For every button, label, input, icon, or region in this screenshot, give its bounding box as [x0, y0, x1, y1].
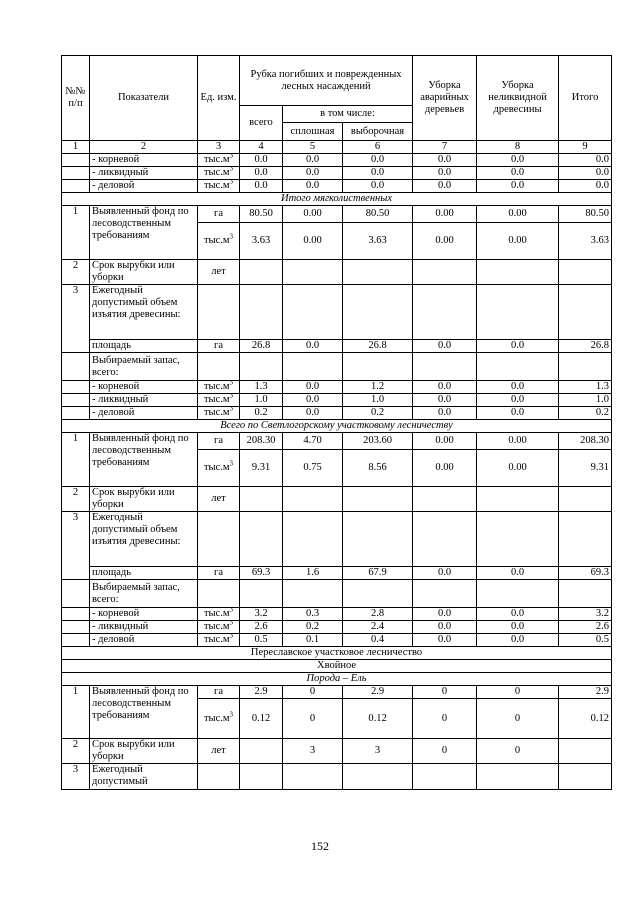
row-label: - деловой	[90, 180, 198, 193]
value-cell: 80.50	[559, 206, 612, 223]
value-cell: 0.00	[413, 206, 477, 223]
value-cell: 0.2	[343, 407, 413, 420]
section-title: Всего по Светлогорскому участковому лесничеству	[62, 420, 612, 433]
value-cell: 0	[477, 686, 559, 699]
value-cell: 0.0	[283, 180, 343, 193]
value-cell: 26.8	[240, 340, 283, 353]
unit-cell: га	[198, 206, 240, 223]
col-number: 7	[413, 141, 477, 154]
value-cell: 0.0	[413, 381, 477, 394]
col-number: 1	[62, 141, 90, 154]
value-cell: 0.0	[343, 180, 413, 193]
col-number: 9	[559, 141, 612, 154]
row-label: площадь	[90, 567, 198, 580]
page-number: 152	[311, 839, 329, 853]
table-row	[62, 381, 612, 394]
row-number: 1	[62, 433, 90, 487]
table-row	[62, 167, 612, 180]
value-cell: 0.0	[283, 394, 343, 407]
section-title: Хвойное	[62, 660, 612, 673]
value-cell: 3.63	[559, 223, 612, 260]
value-cell: 0.0	[477, 567, 559, 580]
value-cell: 208.30	[559, 433, 612, 450]
value-cell: 2.6	[240, 621, 283, 634]
header-indicator: Показатели	[90, 56, 198, 141]
col-number: 5	[283, 141, 343, 154]
value-cell: 0.0	[283, 340, 343, 353]
value-cell: 0.0	[477, 407, 559, 420]
header-total: Итого	[559, 56, 612, 141]
header-unit: Ед. изм.	[198, 56, 240, 141]
value-cell: 0.5	[240, 634, 283, 647]
value-cell: 0.0	[477, 154, 559, 167]
value-cell: 0.0	[413, 394, 477, 407]
value-cell: 0.0	[240, 180, 283, 193]
unit-cell: $тыс.м^3$	[198, 154, 240, 167]
value-cell: 0	[413, 686, 477, 699]
table-row	[62, 180, 612, 193]
section-title: Итого мягколиственных	[62, 193, 612, 206]
row-label: Срок вырубки или уборки	[90, 260, 198, 285]
row-number: 3	[62, 285, 90, 353]
value-cell: 0.0	[477, 381, 559, 394]
row-label: Срок вырубки или уборки	[90, 739, 198, 764]
row-label: Срок вырубки или уборки	[90, 487, 198, 512]
value-cell: 0.0	[283, 167, 343, 180]
unit-cell: га	[198, 433, 240, 450]
unit-cell: $тыс.м^3$	[198, 634, 240, 647]
value-cell: 0.0	[413, 407, 477, 420]
value-cell	[240, 739, 283, 764]
value-cell: 0.12	[240, 699, 283, 739]
value-cell: 3.63	[240, 223, 283, 260]
table-row	[62, 608, 612, 621]
value-cell: 0	[283, 686, 343, 699]
row-label: - ликвидный	[90, 394, 198, 407]
value-cell: 0.0	[559, 167, 612, 180]
value-cell: 2.9	[559, 686, 612, 699]
value-cell: 1.2	[343, 381, 413, 394]
table-row	[62, 154, 612, 167]
value-cell: 3.2	[240, 608, 283, 621]
value-cell: 0.2	[559, 407, 612, 420]
value-cell: 3.2	[559, 608, 612, 621]
value-cell: 1.6	[283, 567, 343, 580]
value-cell: 0.12	[559, 699, 612, 739]
value-cell: 80.50	[343, 206, 413, 223]
col-number: 6	[343, 141, 413, 154]
value-cell: 0.0	[283, 154, 343, 167]
value-cell: 2.8	[343, 608, 413, 621]
header-total-all: всего	[240, 106, 283, 141]
value-cell: 2.4	[343, 621, 413, 634]
row-number: 3	[62, 512, 90, 580]
value-cell: 0.0	[559, 154, 612, 167]
row-label: - корневой	[90, 154, 198, 167]
unit-cell: $тыс.м^3$	[198, 223, 240, 260]
value-cell: 0.0	[343, 154, 413, 167]
value-cell: 4.70	[283, 433, 343, 450]
row-number: 3	[62, 764, 90, 790]
value-cell: 0.12	[343, 699, 413, 739]
row-number: 2	[62, 739, 90, 764]
value-cell: 0.0	[240, 154, 283, 167]
row-label: - деловой	[90, 634, 198, 647]
row-number: 2	[62, 260, 90, 285]
row-label: Выявленный фонд по лесоводственным требованиям	[90, 206, 198, 260]
section-title: Порода – Ель	[62, 673, 612, 686]
unit-cell: га	[198, 340, 240, 353]
header-num: №№ п/п	[62, 56, 90, 141]
value-cell: 0.2	[283, 621, 343, 634]
value-cell: 1.0	[559, 394, 612, 407]
unit-cell: га	[198, 686, 240, 699]
value-cell: 0.0	[413, 621, 477, 634]
table-row	[62, 634, 612, 647]
forest-felling-table	[61, 55, 612, 790]
value-cell: 0.0	[413, 608, 477, 621]
value-cell: 1.3	[559, 381, 612, 394]
value-cell: 208.30	[240, 433, 283, 450]
value-cell: 0.0	[413, 340, 477, 353]
unit-cell: га	[198, 567, 240, 580]
unit-cell: $тыс.м^3$	[198, 394, 240, 407]
unit-cell: лет	[198, 487, 240, 512]
unit-cell: $тыс.м^3$	[198, 407, 240, 420]
value-cell: 0.0	[283, 381, 343, 394]
value-cell: 0	[283, 699, 343, 739]
row-label: Выбираемый запас, всего:	[90, 580, 198, 608]
value-cell: 69.3	[240, 567, 283, 580]
value-cell: 0.0	[413, 567, 477, 580]
value-cell: 0.5	[559, 634, 612, 647]
value-cell: 0.00	[413, 433, 477, 450]
value-cell: 69.3	[559, 567, 612, 580]
row-label: площадь	[90, 340, 198, 353]
value-cell: 1.3	[240, 381, 283, 394]
value-cell: 0.00	[283, 223, 343, 260]
value-cell: 2.6	[559, 621, 612, 634]
value-cell: 0.4	[343, 634, 413, 647]
value-cell: 67.9	[343, 567, 413, 580]
value-cell: 9.31	[559, 450, 612, 487]
row-number: 1	[62, 206, 90, 260]
value-cell: 2.9	[240, 686, 283, 699]
row-label: - корневой	[90, 381, 198, 394]
value-cell: 0.75	[283, 450, 343, 487]
value-cell	[559, 739, 612, 764]
value-cell: 0	[413, 739, 477, 764]
header-selective: выборочная	[343, 123, 413, 141]
header-emergency: Уборка аварийных деревьев	[413, 56, 477, 141]
unit-cell: $тыс.м^3$	[198, 167, 240, 180]
value-cell: 0.0	[343, 167, 413, 180]
value-cell: 0.00	[477, 223, 559, 260]
value-cell: 0.00	[283, 206, 343, 223]
row-label: Выявленный фонд по лесоводственным требованиям	[90, 686, 198, 739]
value-cell: 0.1	[283, 634, 343, 647]
value-cell: 3	[343, 739, 413, 764]
value-cell: 0.0	[413, 634, 477, 647]
value-cell: 0	[477, 739, 559, 764]
unit-cell: $тыс.м^3$	[198, 381, 240, 394]
unit-cell: $тыс.м^3$	[198, 608, 240, 621]
value-cell: 0.0	[413, 154, 477, 167]
table-row	[62, 394, 612, 407]
value-cell: 1.0	[240, 394, 283, 407]
value-cell: 0.00	[477, 450, 559, 487]
value-cell: 26.8	[559, 340, 612, 353]
value-cell: 0.0	[413, 180, 477, 193]
section-title: Переславское участковое лесничество	[62, 647, 612, 660]
value-cell: 0.0	[477, 608, 559, 621]
row-label: - деловой	[90, 407, 198, 420]
unit-cell: $тыс.м^3$	[198, 180, 240, 193]
value-cell: 0.0	[283, 407, 343, 420]
value-cell: 9.31	[240, 450, 283, 487]
col-number: 2	[90, 141, 198, 154]
value-cell: 0.0	[477, 634, 559, 647]
value-cell: 0.0	[477, 340, 559, 353]
header-solid: сплошная	[283, 123, 343, 141]
value-cell: 0.00	[477, 206, 559, 223]
value-cell: 0.0	[413, 167, 477, 180]
row-label: Выбираемый запас, всего:	[90, 353, 198, 381]
header-including: в том числе:	[283, 106, 413, 123]
value-cell: 0.3	[283, 608, 343, 621]
value-cell: 8.56	[343, 450, 413, 487]
value-cell: 0.0	[559, 180, 612, 193]
row-label: - ликвидный	[90, 621, 198, 634]
value-cell: 0.0	[477, 621, 559, 634]
value-cell: 0.0	[477, 167, 559, 180]
unit-cell: $тыс.м^3$	[198, 621, 240, 634]
row-number: 1	[62, 686, 90, 739]
value-cell: 3	[283, 739, 343, 764]
value-cell: 0.2	[240, 407, 283, 420]
value-cell: 80.50	[240, 206, 283, 223]
table-row	[62, 407, 612, 420]
unit-cell: лет	[198, 260, 240, 285]
row-label: Ежегодный допустимый объем изъятия древесины:	[90, 512, 198, 567]
value-cell: 2.9	[343, 686, 413, 699]
value-cell: 0.00	[413, 223, 477, 260]
unit-cell: $тыс.м^3$	[198, 699, 240, 739]
header-illiquid: Уборка неликвидной древесины	[477, 56, 559, 141]
row-label: - ликвидный	[90, 167, 198, 180]
col-number: 3	[198, 141, 240, 154]
value-cell: 0.0	[240, 167, 283, 180]
row-label: - корневой	[90, 608, 198, 621]
value-cell: 203.60	[343, 433, 413, 450]
value-cell: 0	[477, 699, 559, 739]
value-cell: 0.00	[413, 450, 477, 487]
value-cell: 0.0	[477, 394, 559, 407]
row-label: Выявленный фонд по лесоводственным требованиям	[90, 433, 198, 487]
value-cell: 3.63	[343, 223, 413, 260]
row-label: Ежегодный допустимый	[90, 764, 198, 790]
value-cell: 1.0	[343, 394, 413, 407]
value-cell: 26.8	[343, 340, 413, 353]
value-cell: 0	[413, 699, 477, 739]
header-felling: Рубка погибших и поврежденных лесных насаждений	[240, 56, 413, 106]
col-number: 8	[477, 141, 559, 154]
value-cell: 0.0	[477, 180, 559, 193]
unit-cell: лет	[198, 739, 240, 764]
value-cell: 0.00	[477, 433, 559, 450]
unit-cell: $тыс.м^3$	[198, 450, 240, 487]
table-row	[62, 621, 612, 634]
row-label: Ежегодный допустимый объем изъятия древесины:	[90, 285, 198, 340]
row-number: 2	[62, 487, 90, 512]
col-number: 4	[240, 141, 283, 154]
